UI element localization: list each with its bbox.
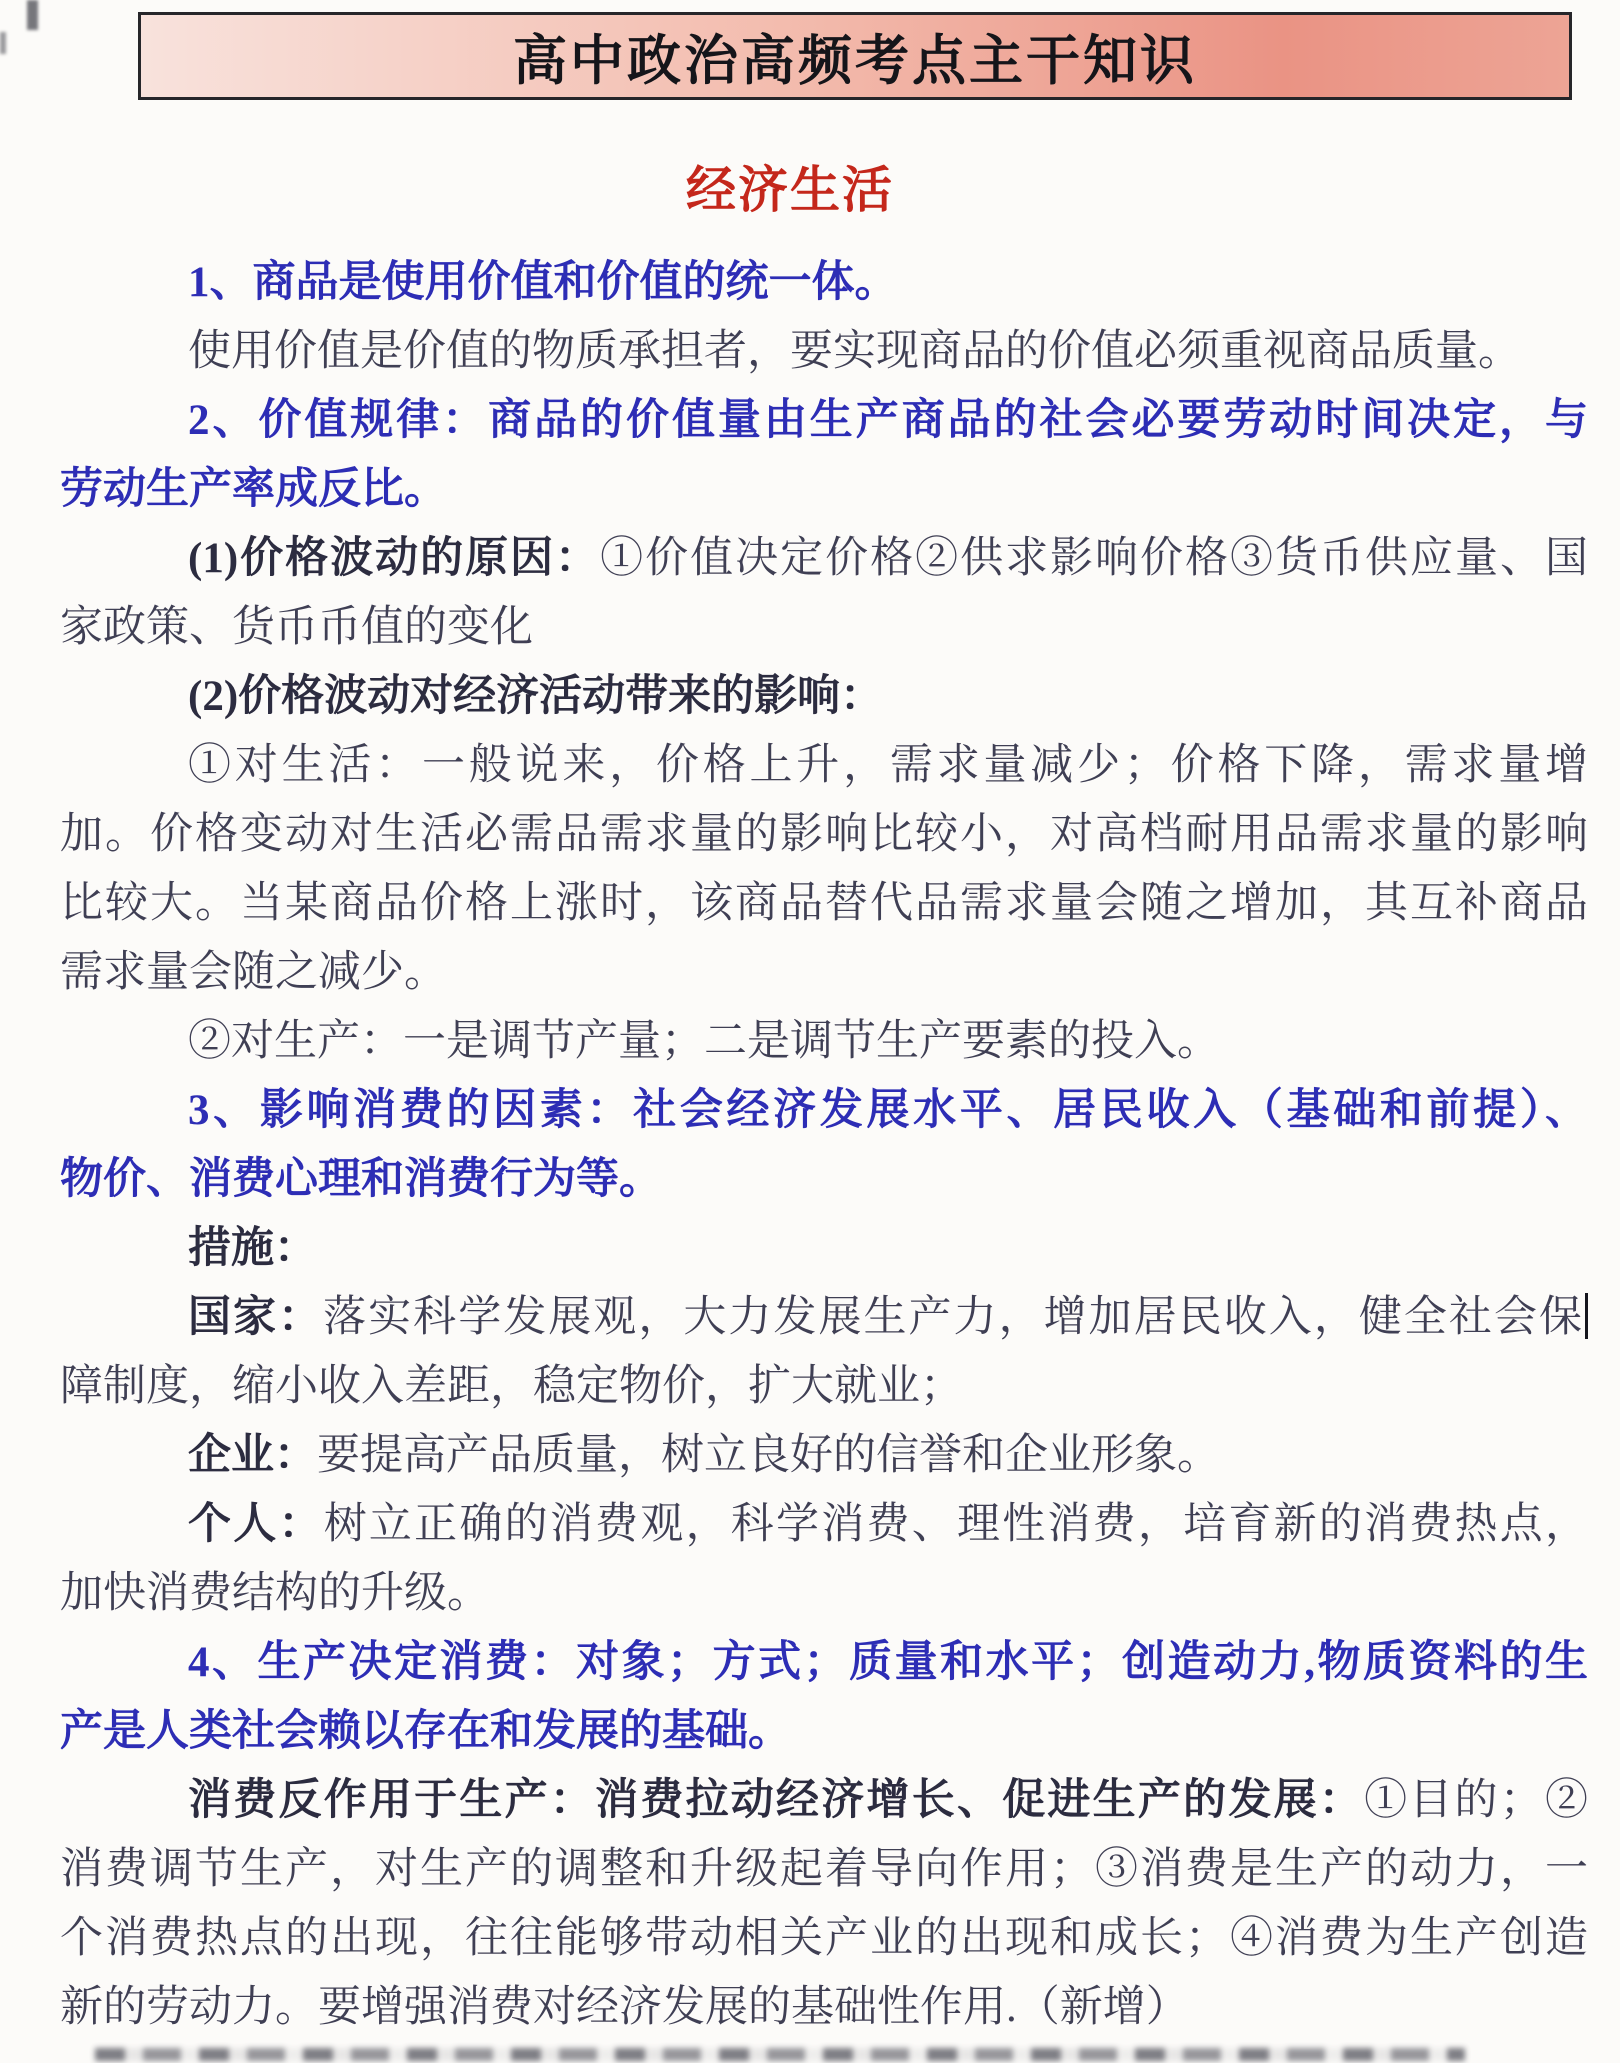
text-line bbox=[60, 386, 1588, 455]
text-line bbox=[60, 1490, 1588, 1559]
text-line bbox=[60, 662, 1588, 731]
text-line bbox=[60, 1214, 1588, 1283]
title-banner bbox=[138, 12, 1572, 100]
text-line bbox=[60, 1076, 1588, 1145]
text-line bbox=[60, 1352, 1588, 1421]
body-text: ①目的；② bbox=[1364, 1777, 1588, 1824]
text-line bbox=[60, 1283, 1588, 1352]
body-text: ②对生产：一是调节产量；二是调节生产要素的投入。 bbox=[188, 1018, 1220, 1065]
text-line bbox=[60, 869, 1588, 938]
body-text: 障制度，缩小收入差距，稳定物价，扩大就业； bbox=[60, 1363, 963, 1410]
text-line bbox=[60, 1421, 1588, 1490]
document-body[interactable] bbox=[60, 248, 1588, 2042]
text-line bbox=[60, 1559, 1588, 1628]
text-line bbox=[60, 1904, 1588, 1973]
subheading-text: 措施： bbox=[188, 1225, 317, 1272]
key-point-text: 劳动生产率成反比。 bbox=[60, 466, 447, 513]
text-line bbox=[60, 593, 1588, 662]
key-point-text: 3、影响消费的因素：社会经济发展水平、居民收入（基础和前提）、 bbox=[188, 1087, 1588, 1134]
scan-artifact bbox=[27, 0, 38, 30]
text-line bbox=[60, 524, 1588, 593]
text-line bbox=[60, 800, 1588, 869]
body-text: 个消费热点的出现，往往能够带动相关产业的出现和成长；④消费为生产创造 bbox=[60, 1915, 1588, 1962]
text-cursor bbox=[1585, 1293, 1588, 1339]
key-point-text: 物价、消费心理和消费行为等。 bbox=[60, 1156, 662, 1203]
body-text: 家政策、货币币值的变化 bbox=[60, 604, 533, 651]
subheading-text: 国家： bbox=[188, 1294, 324, 1341]
body-text: 比较大。当某商品价格上涨时，该商品替代品需求量会随之增加，其互补商品 bbox=[60, 880, 1588, 927]
document-title: 高中政治高频考点主干知识 bbox=[513, 30, 1197, 91]
body-text: 消费调节生产，对生产的调整和升级起着导向作用；③消费是生产的动力，一 bbox=[60, 1846, 1588, 1893]
cutoff-text-artifact bbox=[95, 2048, 1465, 2061]
key-point-text: 2、价值规律：商品的价值量由生产商品的社会必要劳动时间决定，与 bbox=[188, 397, 1588, 444]
body-text: ①价值决定价格②供求影响价格③货币供应量、国 bbox=[600, 535, 1588, 582]
body-text: 新的劳动力。要增强消费对经济发展的基础性作用.（新增） bbox=[60, 1984, 1189, 2031]
text-line bbox=[60, 1835, 1588, 1904]
body-text: 加。价格变动对生活必需品需求量的影响比较小，对高档耐用品需求量的影响 bbox=[60, 811, 1588, 858]
key-point-text: 1、商品是使用价值和价值的统一体。 bbox=[188, 259, 898, 306]
body-text: 使用价值是价值的物质承担者，要实现商品的价值必须重视商品质量。 bbox=[188, 328, 1521, 375]
section-title: 经济生活 bbox=[686, 162, 894, 218]
body-text: 加快消费结构的升级。 bbox=[60, 1570, 490, 1617]
subheading-text: (2)价格波动对经济活动带来的影响： bbox=[188, 673, 884, 720]
text-line bbox=[60, 1973, 1588, 2042]
text-line bbox=[60, 1145, 1588, 1214]
body-text: 需求量会随之减少。 bbox=[60, 949, 447, 996]
text-line bbox=[60, 1697, 1588, 1766]
body-text: 树立正确的消费观，科学消费、理性消费，培育新的消费热点， bbox=[323, 1501, 1588, 1548]
body-text: 落实科学发展观，大力发展生产力，增加居民收入，健全社会保 bbox=[323, 1294, 1585, 1341]
text-line bbox=[60, 731, 1588, 800]
scan-artifact bbox=[0, 32, 6, 54]
body-text: ①对生活：一般说来，价格上升，需求量减少；价格下降，需求量增 bbox=[188, 742, 1588, 789]
text-line bbox=[60, 248, 1588, 317]
text-line bbox=[60, 1628, 1588, 1697]
text-line bbox=[60, 317, 1588, 386]
key-point-text: 产是人类社会赖以存在和发展的基础。 bbox=[60, 1708, 791, 1755]
subheading-text: 企业： bbox=[188, 1432, 317, 1479]
subheading-text: 消费反作用于生产：消费拉动经济增长、促进生产的发展： bbox=[188, 1777, 1365, 1824]
subheading-text: 个人： bbox=[188, 1501, 324, 1548]
key-point-text: 4、生产决定消费：对象；方式；质量和水平；创造动力,物质资料的生 bbox=[188, 1639, 1588, 1686]
subheading-text: (1)价格波动的原因： bbox=[188, 535, 601, 582]
text-line bbox=[60, 938, 1588, 1007]
text-line bbox=[60, 1766, 1588, 1835]
text-line bbox=[60, 455, 1588, 524]
text-line bbox=[60, 1007, 1588, 1076]
body-text: 要提高产品质量，树立良好的信誉和企业形象。 bbox=[317, 1432, 1220, 1479]
